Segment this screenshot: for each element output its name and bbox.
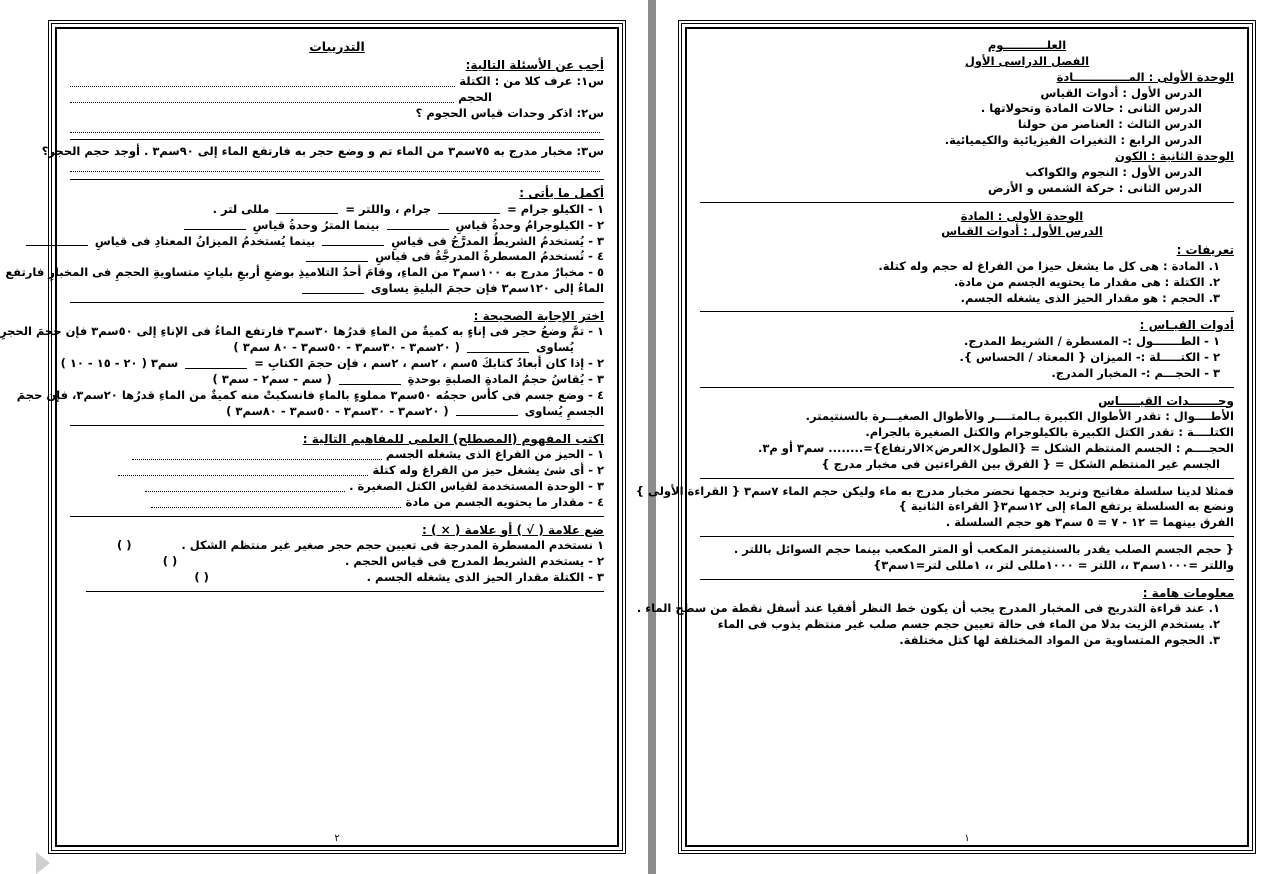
divider [700, 311, 1234, 312]
complete-item-5: ٥ - مخبارٌ مدرج به ١٠٠سم٣ من الماءِ، وقامَ أحدُ التلاميذِ بوضعِ أربعِ بلياتٍ متساويةِ الحجمِ فى المخبارِ فارتفع [5, 265, 604, 280]
blank-line [184, 220, 246, 230]
question-3: س٣: مخبار مدرج به ٧٥سم٣ من الماء تم و وضع حجر به فارتفع الماء إلى ٩٠سم٣ . أوجد حجم الحجر؟ [41, 144, 604, 159]
answer-line [151, 498, 401, 508]
term-list [70, 447, 604, 510]
choose-question-part: الجسمِ يُساوى [524, 403, 604, 418]
example-line: الفرق بينهما = ١٢ - ٧ = ٥ سم٣ هو حجم السلسلة . [945, 515, 1234, 530]
complete-item [70, 234, 604, 250]
answer-parentheses[interactable]: ( ) [194, 569, 209, 584]
note-line: { حجم الجسم الصلب يقدر بالسنتيمتر المكعب أو المتر المكعب بينما حجم السوائل باللتر . [733, 542, 1234, 557]
divider [700, 387, 1234, 388]
complete-item-part: بينما يُستخدمُ الميزانُ المعتادِ فى قياسِ [94, 233, 316, 248]
complete-item-part: الماءُ إلى ١٢٠سم٣ فإن حجمَ البليةِ يساوى [370, 281, 604, 296]
divider [70, 302, 604, 303]
unit2-label: الوحدة الثانية : الكون [1114, 149, 1234, 164]
important-list [636, 601, 1234, 649]
choose-list [0, 324, 604, 419]
unit1-lesson: الدرس الثالث : العناصر من حولنا [1017, 117, 1202, 132]
complete-item-part: ٤ - تُستخدمُ المسطرةُ المدرجَّةُ فى قياسِ [375, 249, 604, 264]
divider [86, 591, 604, 592]
tool-item: ٢ - الكتـــــلة :- الميزان { المعتاد / الحساس }. [959, 349, 1220, 364]
units-list [700, 409, 1234, 472]
important-item: ٣. الحجوم المتساوية من المواد المختلفة لها كتل مختلفة. [899, 633, 1220, 648]
example-line: فمثلا لدينا سلسلة مفاتيح ونريد حجمها نحضر مخبار مدرج به ماء وليكن حجم الماء ٧سم٣ { القراءة الأولى } [635, 483, 1234, 498]
note-block [700, 542, 1234, 574]
choose-question [70, 372, 604, 388]
tool-item: ٣ - الحجـــم :- المخبار المدرج. [1051, 365, 1220, 380]
answer-line [70, 123, 600, 133]
complete-item-part: ٣ - يُستخدمُ الشريطُ المدرَّجُ فى قياسِ [391, 233, 604, 248]
mark-item [70, 554, 604, 570]
answer-line [70, 77, 455, 87]
complete-item [70, 249, 604, 265]
definition-item: ١. المادة : هى كل ما يشغل حيزا من الفراغ له حجم وله كتلة. [878, 258, 1220, 273]
choose-options: ( ٢٠سم٣ - ٣٠سم٣ - ٥٠سم٣ - ٨٠سم٣ ) [226, 403, 449, 418]
definitions-list [700, 259, 1234, 307]
term-item [70, 495, 604, 511]
divider [700, 478, 1234, 479]
divider [700, 202, 1234, 203]
page-2-content [0, 38, 604, 836]
answer-line [132, 450, 382, 460]
page-1-content [635, 38, 1234, 836]
blank-line [467, 343, 529, 353]
question-2-answer [70, 121, 604, 135]
question-3-answer [70, 160, 604, 174]
term-item [70, 447, 604, 463]
complete-item [70, 218, 604, 234]
question-1 [70, 74, 604, 90]
units-line: الكتلــــة : تقدر الكتل الكبيرة بالكيلوجرام والكتل الصغيرة بالجرام. [865, 424, 1234, 439]
choose-question: ١ - تمَّ وضعُ حجر فى إناءٍ به كميةٌ من الماءِ قدرُها ٣٠سم٣ فارتفع الماءُ فى الإناءِ إلى ٥٠سم٣ فإن حجمَ الحجرِ [0, 324, 604, 339]
choose-question [60, 356, 604, 372]
question-1-b-text: الحجم [458, 89, 492, 104]
mark-text: ١ نستخدم المسطرة المدرجة فى تعيين حجم حجر صغير غير منتظم الشكل . [181, 538, 604, 553]
page-number: ٢ [334, 833, 340, 844]
complete-item-5-b [70, 281, 604, 297]
complete-title: أكمل ما يأتى : [519, 186, 604, 201]
divider [70, 425, 604, 426]
term-item [70, 463, 604, 479]
answer-parentheses[interactable]: ( ) [162, 554, 178, 569]
units-line: الحجــــم : الجسم المنتظم الشكل = {الطول×العرض×الارتفاع}=........ سم٣ أو م٣. [757, 440, 1234, 455]
divider [70, 179, 604, 180]
definition-item: ٣. الحجم : هو مقدار الحيز الذى يشغله الجسم. [960, 290, 1220, 305]
unit1-label: الوحدة الأولى : المــــــــــــــادة [1056, 69, 1234, 84]
blank-line [322, 236, 384, 246]
blank-line [302, 284, 364, 294]
question-1-b [70, 90, 604, 106]
blank-line [306, 252, 368, 262]
mark-text: ٣ - الكتلة مقدار الحيز الذى يشغله الجسم . [366, 569, 604, 584]
unit1-lesson: الدرس الأول : أدوات القياس [1040, 85, 1202, 100]
choose-question: ٤ - وضع جسم فى كأس حجمُه ٥٠سم٣ مملوءٍ بالماءِ فانسكبتْ منه كميةٌ من الماءِ قدرُها ٢٠سم٣، فإن حجمَ [16, 387, 604, 402]
document-page-2 [0, 20, 626, 854]
answer-questions-title: أجب عن الأسئلة التالية: [465, 58, 604, 73]
important-title: معلومات هامة : [1142, 585, 1234, 600]
answer-line [70, 162, 600, 172]
complete-item-part: ١ - الكيلو جرام = [507, 201, 604, 216]
term-title: اكتب المفهوم (المصطلح) العلمى للمفاهيم التالية : [302, 431, 604, 446]
answer-line [145, 482, 345, 492]
example-block [635, 483, 1234, 532]
units-title: وحـــــــدات القيـــــاس [1098, 393, 1234, 408]
blank-line [339, 375, 401, 385]
answer-line [118, 466, 368, 476]
unit1-lesson: الدرس الثانى : حالات المادة وتحولاتها . [980, 101, 1202, 116]
lesson-unit-heading: الوحدة الأولى : المادة [960, 208, 1084, 223]
exercises-title: التدريبات [309, 39, 365, 54]
page-number: ١ [964, 833, 970, 844]
blank-line [26, 236, 88, 246]
complete-item-part: جرام ، واللتر = [345, 201, 432, 216]
choose-options: سم٣ ( ٢٠ - ١٥ - ١٠ ) [60, 356, 179, 371]
term-item [70, 479, 604, 495]
tools-title: أدوات القيـاس : [1139, 318, 1234, 333]
complete-list [5, 201, 604, 297]
definitions-title: تعريفات : [1176, 243, 1234, 258]
complete-item-part: ٢ - الكيلوجرامُ وحدةُ قياسِ [455, 217, 604, 232]
term-text: ١ - الحيز من الفراغ الذى يشغله الجسم [385, 447, 604, 462]
example-line: ونضع به السلسلة يرتفع الماء إلى ١٢سم٣{ القراءة الثانية } [898, 499, 1234, 514]
blank-line [438, 204, 500, 214]
definition-item: ٢. الكتلة : هى مقدار ما يحتويه الجسم من مادة. [953, 274, 1220, 289]
mark-title: ضع علامة ( √ ) أو علامة ( × ) : [422, 522, 604, 537]
document-page-1 [635, 20, 1256, 854]
divider [70, 139, 604, 140]
mark-item [70, 570, 604, 586]
complete-item-part: بينما المترُ وحدةُ قياسِ [252, 217, 380, 232]
question-1-text: س١: عرف كلا من : الكتلة [459, 73, 604, 88]
complete-item-part: مللى لتر . [212, 201, 270, 216]
choose-question-cont [70, 404, 604, 420]
term-text: ٣ - الوحدة المستخدمة لقياس الكتل الصغيرة . [349, 478, 604, 493]
tool-item: ١ - الطـــــــول :- المسطرة / الشريط المدرج. [963, 333, 1220, 348]
divider [700, 536, 1234, 537]
blank-line [387, 220, 449, 230]
lesson-title-heading: الدرس الأول : أدوات القياس [941, 224, 1103, 239]
question-2: س٢: اذكر وحدات قياس الحجوم ؟ [415, 105, 604, 120]
scroll-corner-arrow[interactable] [36, 852, 50, 874]
choose-question-part: يُساوى [535, 340, 574, 355]
choose-title: اختر الإجابة الصحيحة : [473, 308, 604, 323]
answer-parentheses[interactable]: ( ) [117, 538, 132, 553]
tools-list [700, 334, 1234, 382]
term-header: الفصل الدراسى الأول [964, 53, 1090, 68]
complete-item [70, 202, 604, 218]
choose-question-part: ٢ - إذا كان أبعادُ كتابكَ ٥سم ، ٢سم ، ٢سم ، فإن حجمَ الكتابِ = [254, 356, 604, 371]
science-header: العلـــــــــــوم [987, 38, 1067, 52]
blank-line [456, 406, 518, 416]
unit2-lessons [700, 165, 1234, 197]
term-text: ٤ - مقدار ما يحتويه الجسم من مادة [405, 494, 604, 509]
page-gutter [648, 0, 656, 874]
answer-line [70, 93, 454, 103]
choose-options: ( سم - سم٢ - سم٣ ) [212, 372, 332, 387]
divider [700, 579, 1234, 580]
unit2-lesson: الدرس الثانى : حركة الشمس و الأرض [987, 180, 1202, 195]
mark-item [70, 538, 604, 554]
important-item: ١. عند قراءة التدريج فى المخبار المدرج يجب أن يكون خط النظر أفقيا عند أسفل نقطة من سطح الماء . [636, 601, 1220, 616]
choose-question-part: ٣ - يُقاسُ حجمُ المادةِ الصلبةِ بوحدةِ [407, 372, 604, 387]
units-line: الأطــــوال : تقدر الأطوال الكبيرة بـالمتــــر والأطوال الصغيـــرة بالسنتيمتر. [805, 409, 1234, 424]
unit2-lesson: الدرس الأول : النجوم والكواكب [1025, 164, 1202, 179]
term-text: ٢ - أى شئ يشغل حيز من الفراغ وله كتلة [372, 463, 604, 478]
choose-options: ( ٢٠سم٣ - ٣٠سم٣ - ٥٠سم٣ - ٨٠ سم٣ ) [233, 340, 460, 355]
mark-list [70, 538, 604, 586]
divider [70, 516, 604, 517]
units-line: الجسم غير المنتظم الشكل = { الفرق بين القراءتين فى مخبار مدرج } [821, 456, 1220, 471]
choose-question-cont [70, 340, 604, 356]
note-line: واللتر =١٠٠٠سم٣ ،، اللتر = ١٠٠٠مللى لتر ،، ١مللى لتر=١سم٣} [873, 557, 1234, 572]
mark-text: ٢ - يستخدم الشريط المدرج فى قياس الحجم . [345, 554, 604, 569]
blank-line [185, 359, 247, 369]
blank-line [276, 204, 338, 214]
unit1-lessons [700, 86, 1234, 149]
important-item: ٢. يستخدم الزيت بدلا من الماء فى حالة تعيين حجم جسم صلب غير منتظم يذوب فى الماء [717, 617, 1220, 632]
unit1-lesson: الدرس الرابع : التغيرات الفيزيائية والكيميائية. [944, 133, 1202, 148]
